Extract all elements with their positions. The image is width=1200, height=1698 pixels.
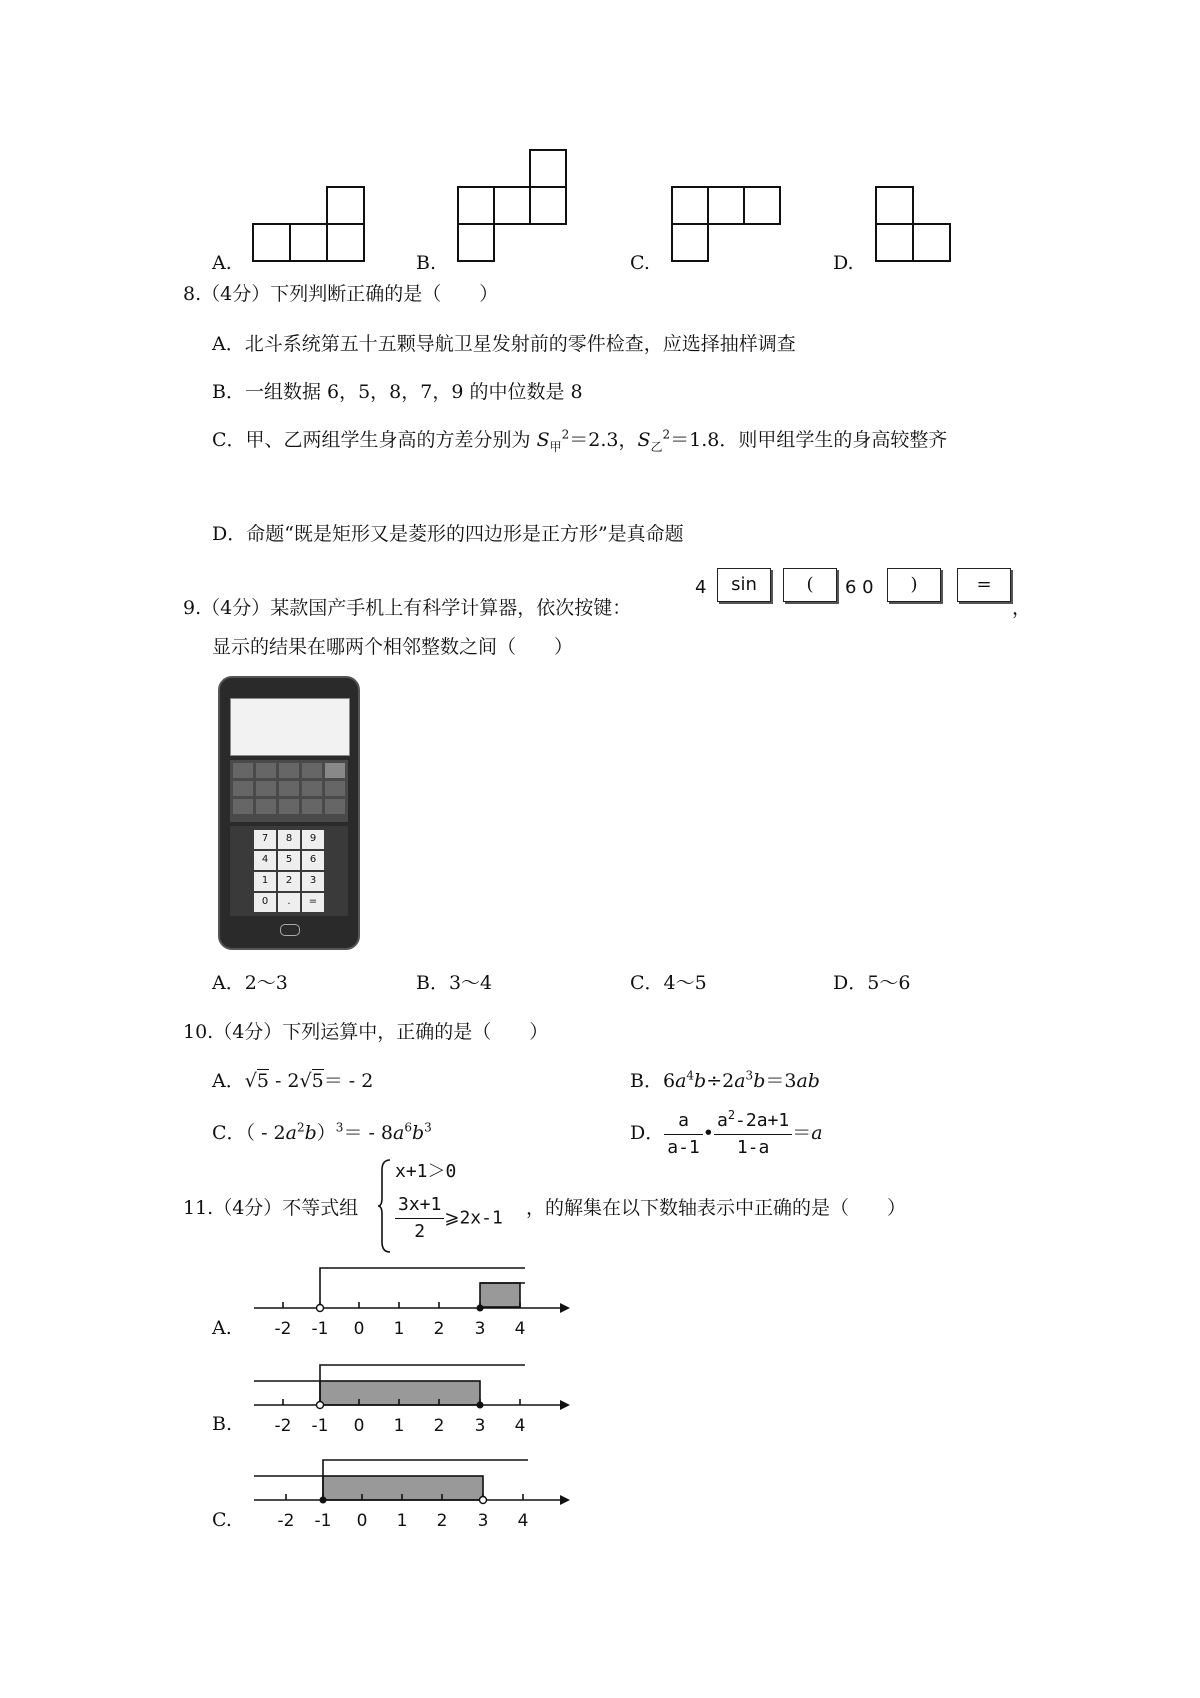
q9-key-rparen: )	[887, 568, 941, 602]
q9-stem: 9.（4分）某款国产手机上有科学计算器，依次按键：	[183, 597, 632, 619]
q8-option-a: A．北斗系统第五十五颗导航卫星发射前的零件检查，应选择抽样调查	[212, 333, 796, 355]
svg-text:0: 0	[353, 1319, 365, 1339]
q11-inequality-1: x+1＞0	[395, 1161, 457, 1182]
q10-a-radicand1: 5	[256, 1070, 269, 1092]
q9-key-equals: =	[957, 568, 1011, 602]
q8-c-sup2: 2	[662, 427, 671, 442]
svg-text:-1: -1	[311, 1416, 329, 1436]
svg-text:4: 4	[514, 1416, 526, 1436]
q8-c-suffix: ＝1.8．则甲组学生的身高较整齐	[670, 429, 948, 451]
svg-text:2: 2	[433, 1416, 445, 1436]
q11-option-b-label: B.	[212, 1413, 233, 1435]
q8-c-sub-yi: 乙	[650, 439, 663, 454]
svg-text:-1: -1	[314, 1511, 332, 1531]
svg-text:2: 2	[433, 1319, 445, 1339]
q10-a-label: A．	[212, 1070, 245, 1092]
q10-a-radicand2: 5	[311, 1070, 324, 1092]
q9-option-d: D．5～6	[833, 972, 911, 994]
svg-text:-2: -2	[274, 1416, 292, 1436]
svg-text:1: 1	[393, 1416, 405, 1436]
svg-text:4: 4	[514, 1319, 526, 1339]
svg-text:3: 3	[477, 1511, 489, 1531]
svg-text:-2: -2	[277, 1511, 295, 1531]
q8-c-variance-s1: S	[536, 429, 550, 451]
q10-option-c: C．（ - $2a^2b)^3= - 8a^6b^3$	[212, 1120, 432, 1144]
q11-inequality-2: $\frac{3x+1}{2}$ ⩾2x-1	[395, 1192, 503, 1245]
q8-option-b: B．一组数据 6，5，8，7，9 的中位数是 8	[212, 381, 583, 403]
q9-key-4: 4	[695, 577, 707, 598]
svg-text:2: 2	[436, 1511, 448, 1531]
q8-c-mid: ＝2.3，	[569, 429, 638, 451]
svg-text:1: 1	[393, 1319, 405, 1339]
q10-d-frac2: $\frac{a^2-2a+1}{1-a}$	[714, 1108, 792, 1161]
svg-text:-1: -1	[311, 1319, 329, 1339]
q11-option-a-label: A.	[212, 1317, 232, 1339]
q9-comma: ，	[1012, 597, 1032, 619]
svg-text:1: 1	[396, 1511, 408, 1531]
q9-key-lparen: (	[783, 568, 837, 602]
q10-a-mid: - 2	[268, 1070, 300, 1092]
q11-stem-suffix: ，的解集在以下数轴表示中正确的是（ ）	[526, 1197, 907, 1219]
svg-text:3: 3	[474, 1416, 486, 1436]
q11-option-c-label: C.	[212, 1509, 232, 1531]
q10-d-frac1: $\frac{a}{a-1}$	[664, 1108, 703, 1161]
q8-c-sup1: 2	[561, 427, 570, 442]
q10-option-d: D． $\frac{a}{a-1}$ • $\frac{a^2-2a+1}{1-a}$ ＝a	[630, 1104, 823, 1162]
sqrt-icon: √	[244, 1070, 257, 1092]
q11-ineq2-frac: $\frac{3x+1}{2}$	[395, 1192, 444, 1245]
svg-text:4: 4	[517, 1511, 529, 1531]
svg-text:0: 0	[356, 1511, 368, 1531]
q10-option-b: B．$6a^4b\div 2a^3b=3ab$	[630, 1068, 820, 1092]
q10-a-tail: ＝ - 2	[323, 1070, 374, 1092]
q9-key-sin: sin	[717, 568, 771, 602]
svg-text:0: 0	[353, 1416, 365, 1436]
q9-option-b: B．3～4	[416, 972, 493, 994]
calculator-number-pad: 7 8 9 4 5 6 1 2 3 0 . =	[230, 826, 348, 916]
q10-stem: 10.（4分）下列运算中，正确的是（ ）	[183, 1021, 549, 1043]
q8-stem: 8.（4分）下列判断正确的是（ ）	[183, 283, 499, 305]
q9-line2: 显示的结果在哪两个相邻整数之间（ ）	[212, 636, 574, 658]
q8-c-variance-s2: S	[637, 429, 651, 451]
sqrt-icon: √	[299, 1070, 312, 1092]
q9-option-a: A．2～3	[212, 972, 288, 994]
svg-text:3: 3	[474, 1319, 486, 1339]
q9-key-60: 6 0	[845, 577, 874, 598]
q8-option-d: D．命题“既是矩形又是菱形的四边形是正方形”是真命题	[212, 523, 684, 545]
q11-stem-prefix: 11.（4分）不等式组	[183, 1197, 359, 1219]
q7-option-b-label: B.	[416, 252, 437, 274]
q8-c-sub-jia: 甲	[549, 439, 562, 454]
q7-option-a-label: A.	[212, 252, 232, 274]
svg-text:-2: -2	[274, 1319, 292, 1339]
q9-option-c: C．4～5	[630, 972, 707, 994]
q8-c-prefix: C．甲、乙两组学生身高的方差分别为	[212, 429, 537, 451]
q7-option-c-label: C.	[630, 252, 650, 274]
q7-option-d-label: D.	[833, 252, 854, 274]
